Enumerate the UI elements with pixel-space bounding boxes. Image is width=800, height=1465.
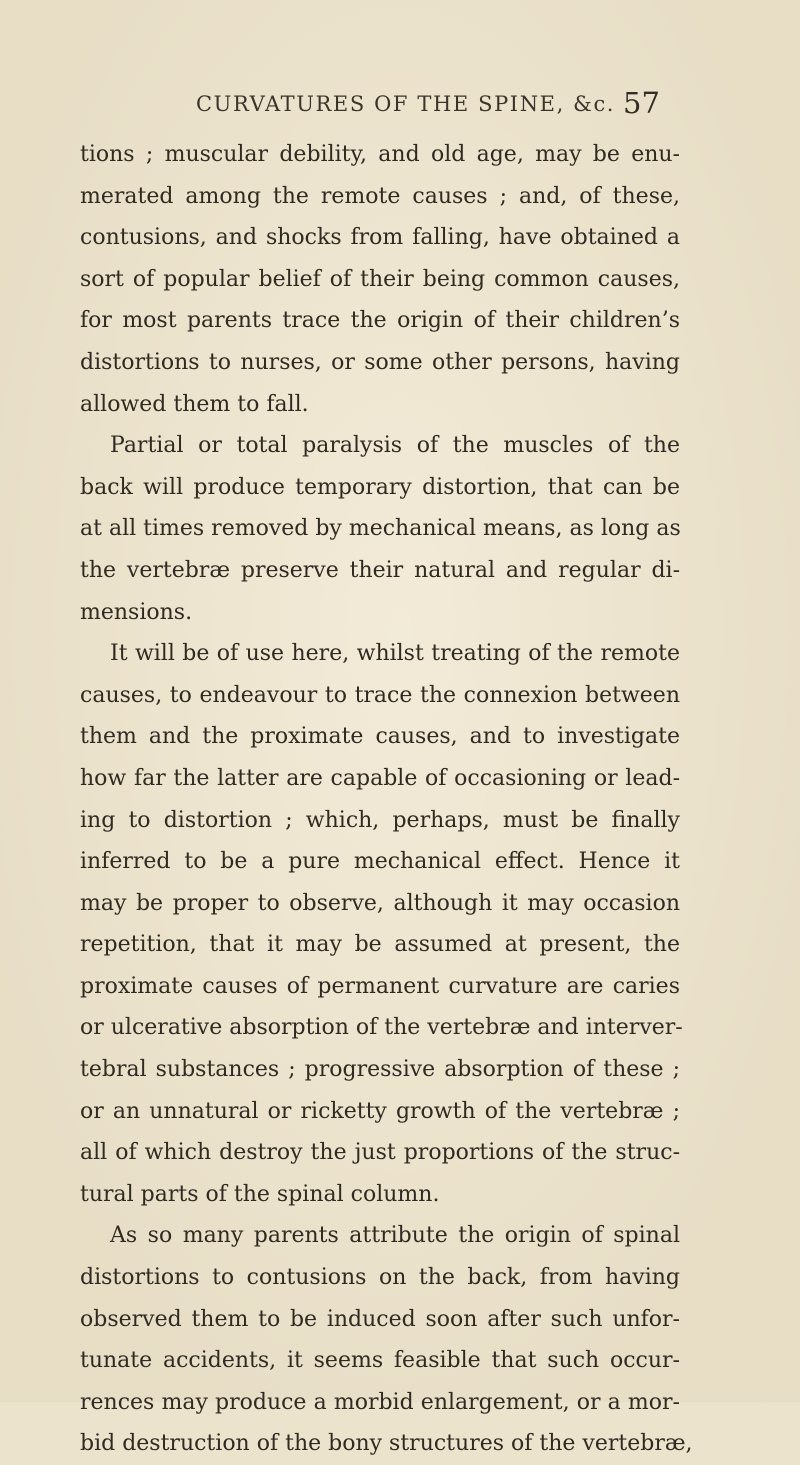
text-line: sort of popular belief of their being common causes, <box>80 266 680 292</box>
text-line: repetition, that it may be assumed at present, the <box>80 932 680 958</box>
text-line: merated among the remote causes ; and, of these, <box>80 183 680 209</box>
text-line: or ulcerative absorption of the vertebræ and interver- <box>80 1015 683 1041</box>
text-line: all of which destroy the just proportions of the struc- <box>80 1140 680 1166</box>
text-line: the vertebræ preserve their natural and regular di- <box>80 557 680 583</box>
text-line: for most parents trace the origin of their children’s <box>80 308 680 334</box>
text-line: observed them to be induced soon after such unfor- <box>80 1306 680 1332</box>
text-line: tebral substances ; progressive absorption of these ; <box>80 1057 680 1083</box>
text-line: inferred to be a pure mechanical effect. Hence it <box>80 849 680 875</box>
text-line: mensions. <box>80 599 193 625</box>
text-line: distortions to contusions on the back, from having <box>80 1265 680 1291</box>
paragraph-start-line: As so many parents attribute the origin of spinal <box>110 1223 680 1249</box>
text-line: contusions, and shocks from falling, have obtained a <box>80 225 680 251</box>
text-line: distortions to nurses, or some other persons, having <box>80 349 680 375</box>
text-line: rences may produce a morbid enlargement, or a mor- <box>80 1389 680 1415</box>
running-header <box>0 86 800 126</box>
text-line: bid destruction of the bony structures of the vertebræ, <box>80 1431 693 1457</box>
text-line: how far the latter are capable of occasioning or lead- <box>80 765 680 791</box>
paragraph-start-line: Partial or total paralysis of the muscles of the <box>110 433 680 459</box>
running-title: CURVATURES OF THE SPINE, &c. <box>196 92 616 116</box>
text-line: ing to distortion ; which, perhaps, must be finally <box>80 807 680 833</box>
body-text <box>80 134 693 1465</box>
text-line: back will produce temporary distortion, that can be <box>80 474 680 500</box>
page-number: 57 <box>623 86 660 120</box>
text-line: proximate causes of permanent curvature are caries <box>80 973 680 999</box>
text-line: at all times removed by mechanical means, as long as <box>80 516 681 542</box>
text-line: them and the proximate causes, and to investigate <box>80 724 680 750</box>
text-line: or an unnatural or ricketty growth of the vertebræ ; <box>80 1098 680 1124</box>
text-line: may be proper to observe, although it may occasion <box>80 890 680 916</box>
paragraph-start-line: It will be of use here, whilst treating of the remote <box>110 641 680 667</box>
text-line: causes, to endeavour to trace the connexion between <box>80 682 680 708</box>
text-line: tions ; muscular debility, and old age, may be enu- <box>80 142 680 167</box>
text-line: tunate accidents, it seems feasible that such occur- <box>80 1348 680 1374</box>
text-line: tural parts of the spinal column. <box>80 1181 440 1207</box>
text-line: allowed them to fall. <box>80 391 309 417</box>
